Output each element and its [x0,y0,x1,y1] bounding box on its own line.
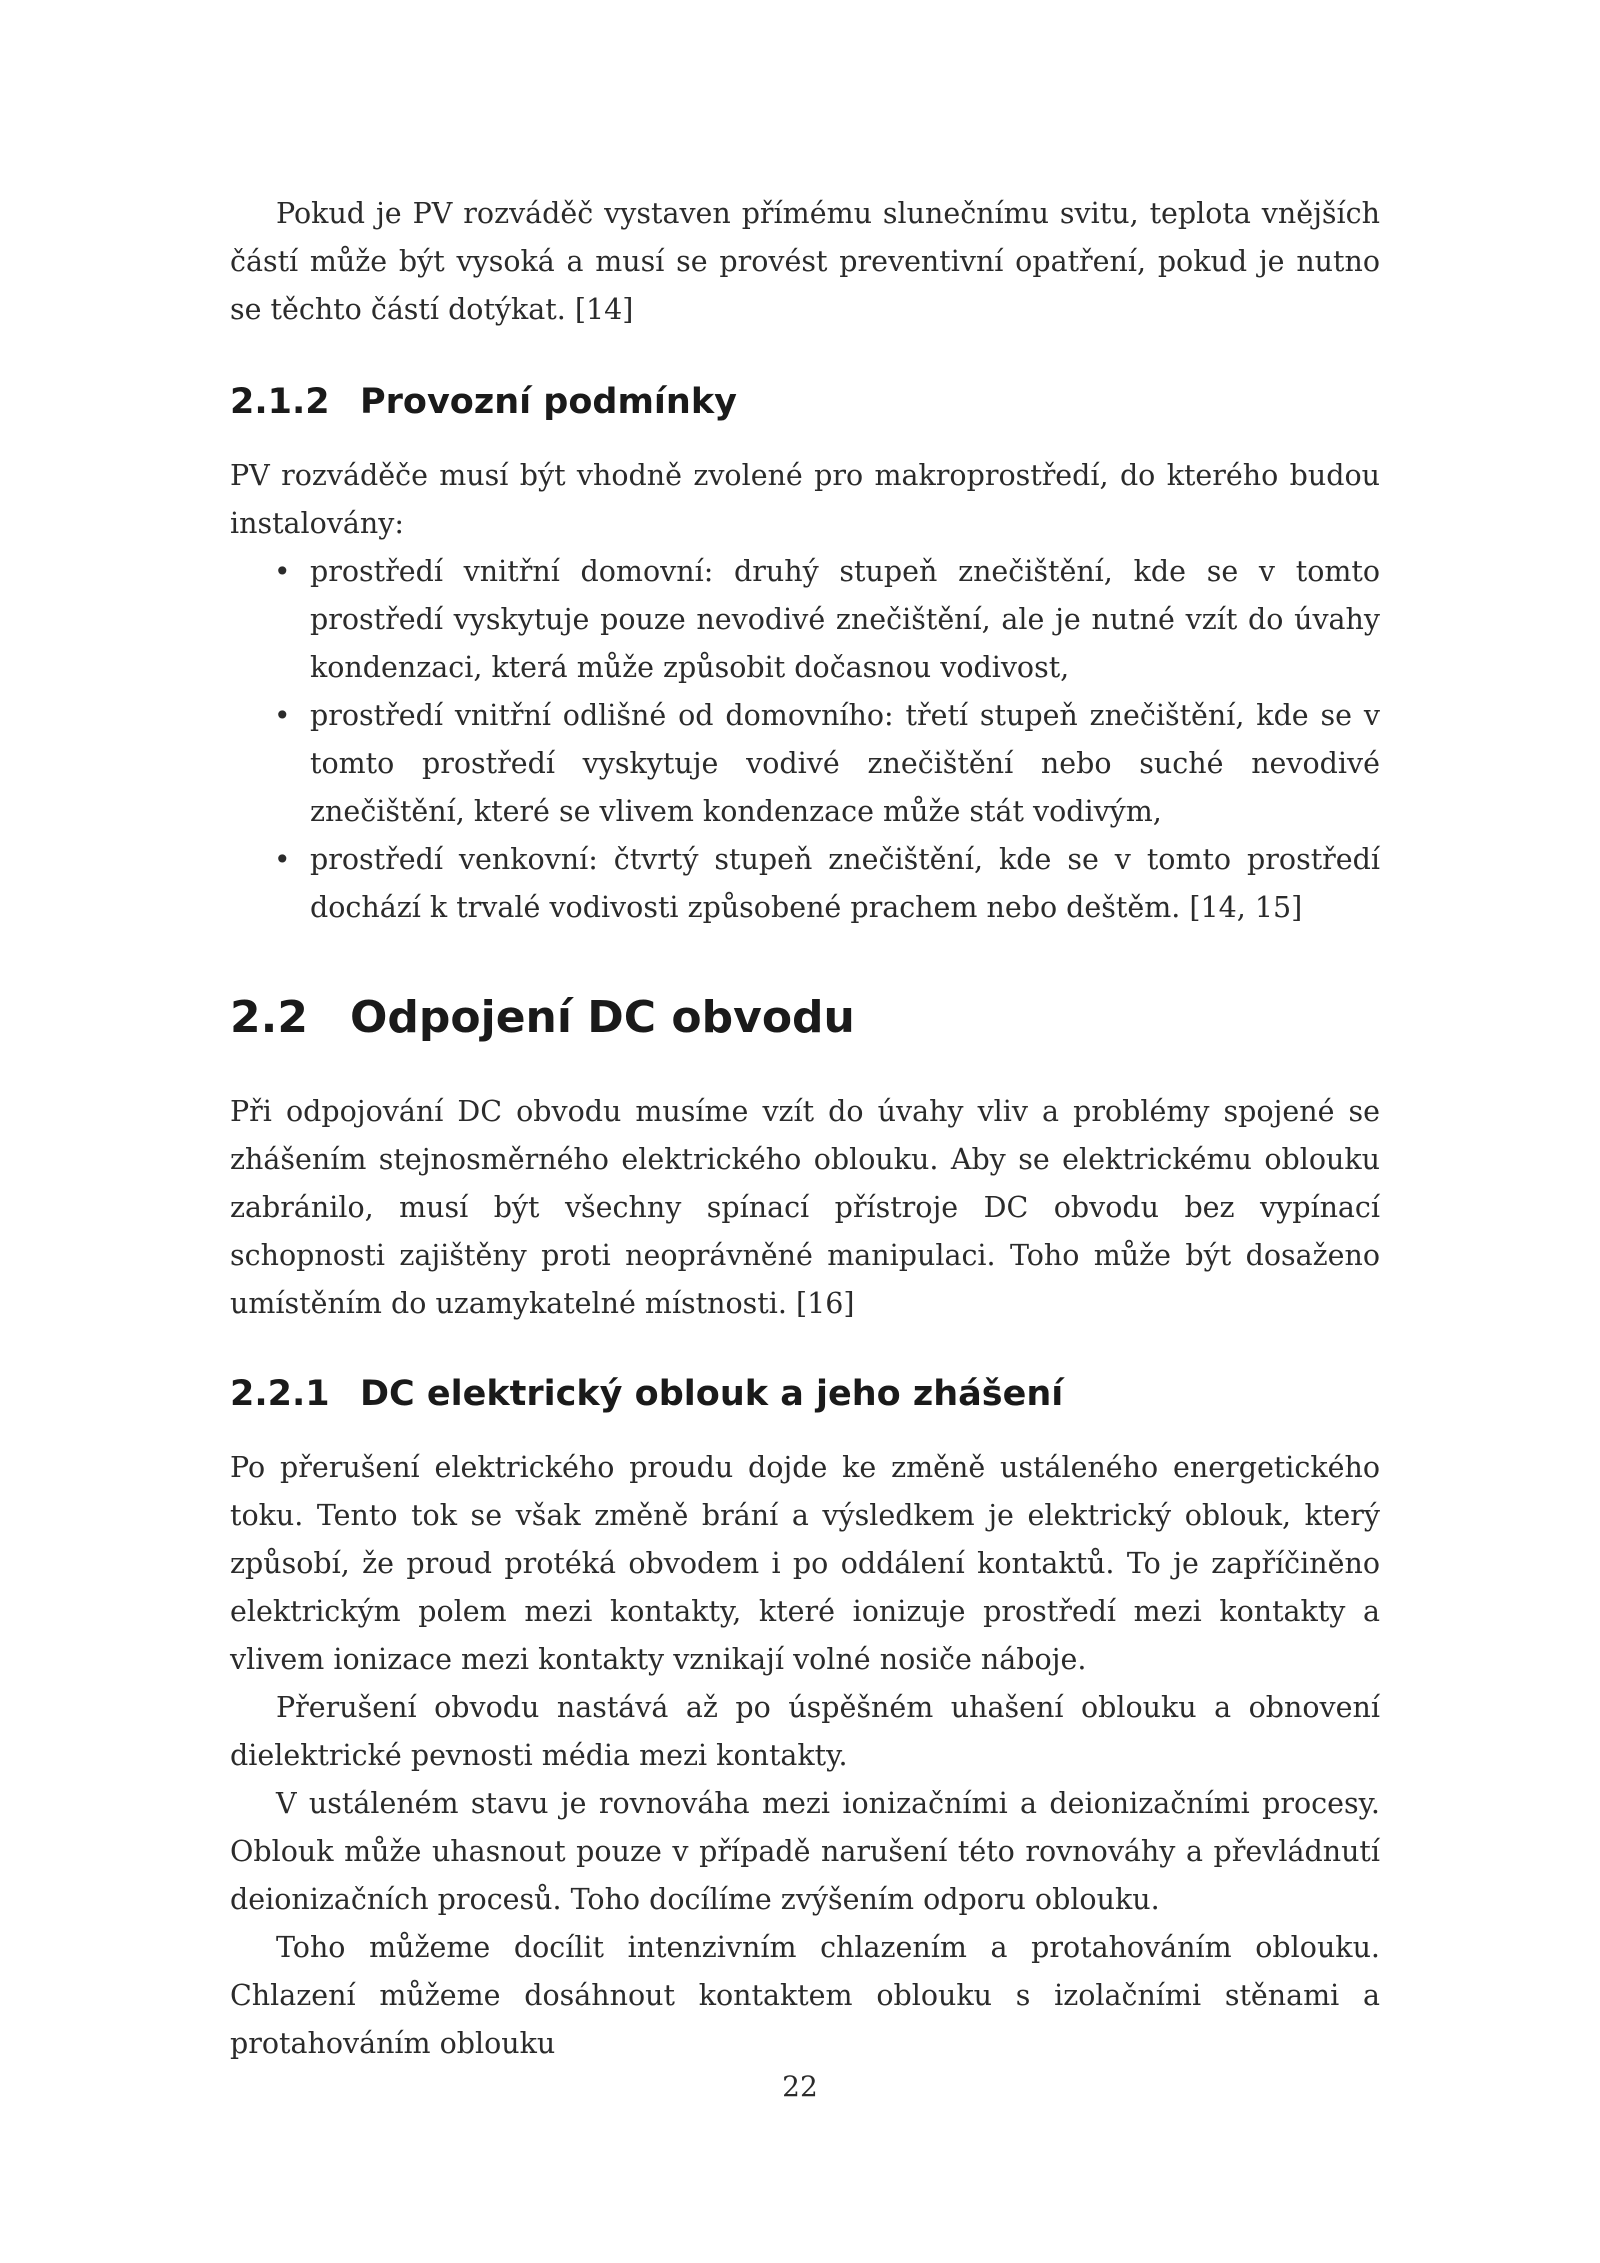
paragraph-intro: Pokud je PV rozváděč vystaven přímému slunečnímu svitu, teplota vnějších částí může být vysoká a musí se provést preventivní opatření, pokud je nutno se těchto částí dotýkat. [14] [230,197,1380,326]
list-item [230,692,1380,836]
paragraph-arc-1: Po přerušení elektrického proudu dojde ke změně ustáleného energetického toku. Tento tok se však změně brání a výsledkem je elektrický oblouk, který způsobí, že proud protéká obvodem i po oddálení kontaktů. To je zapříčiněno elektrickým polem mezi kontakty, které ionizuje prostředí mezi kontakty a vlivem ionizace mezi kontakty vznikají volné nosiče náboje. [230,1451,1380,1676]
bullet-icon: • [274,555,291,588]
heading-2-1-2 [230,378,1380,426]
heading-2-2 [230,988,1380,1048]
page-number: 22 [782,2070,818,2103]
bullet-icon: • [274,843,291,876]
heading-title: Provozní podmínky [360,382,737,422]
heading-number: 2.1.2 [230,382,330,422]
heading-title: DC elektrický oblouk a jeho zhášení [360,1374,1064,1414]
paragraph-arc-2: Přerušení obvodu nastává až po úspěšném uhašení oblouku a obnovení dielektrické pevnosti média mezi kontakty. [230,1691,1380,1772]
heading-number: 2.2.1 [230,1374,330,1414]
heading-title: Odpojení DC obvodu [350,992,855,1043]
paragraph-dc-intro: Při odpojování DC obvodu musíme vzít do úvahy vliv a problémy spojené se zhášením stejnosměrného elektrického oblouku. Aby se elektrickému oblouku zabránilo, musí být všechny spínací přístroje DC obvodu bez vypínací schopnosti zajištěny proti neoprávněné manipulaci. Toho může být dosaženo umístěním do uzamykatelné místnosti. [16] [230,1095,1380,1320]
heading-number: 2.2 [230,992,308,1043]
conditions-list [230,548,1380,932]
list-item [230,836,1380,932]
list-item-text: prostředí vnitřní odlišné od domovního: třetí stupeň znečištění, kde se v tomto prostředí vyskytuje vodivé znečištění nebo suché nevodivé znečištění, které se vlivem kondenzace může stát vodivým, [310,699,1380,828]
list-item-text: prostředí vnitřní domovní: druhý stupeň znečištění, kde se v tomto prostředí vyskytuje pouze nevodivé znečištění, ale je nutné vzít do úvahy kondenzaci, která může způsobit dočasnou vodivost, [310,555,1380,684]
list-item-text: prostředí venkovní: čtvrtý stupeň znečištění, kde se v tomto prostředí dochází k trvalé vodivosti způsobené prachem nebo deštěm. [14, 15] [310,843,1380,924]
page-body [230,190,1380,2068]
paragraph-arc-4: Toho můžeme docílit intenzivním chlazením a protahováním oblouku. Chlazení můžeme dosáhnout kontaktem oblouku s izolačními stěnami a protahováním oblouku [230,1931,1380,2060]
paragraph-conditions: PV rozváděče musí být vhodně zvolené pro makroprostředí, do kterého budou instalovány: [230,459,1380,540]
bullet-icon: • [274,699,291,732]
heading-2-2-1 [230,1370,1380,1418]
list-item [230,548,1380,692]
paragraph-arc-3: V ustáleném stavu je rovnováha mezi ionizačními a deionizačními procesy. Oblouk může uhasnout pouze v případě narušení této rovnováhy a převládnutí deionizačních procesů. Toho docílíme zvýšením odporu oblouku. [230,1787,1380,1916]
